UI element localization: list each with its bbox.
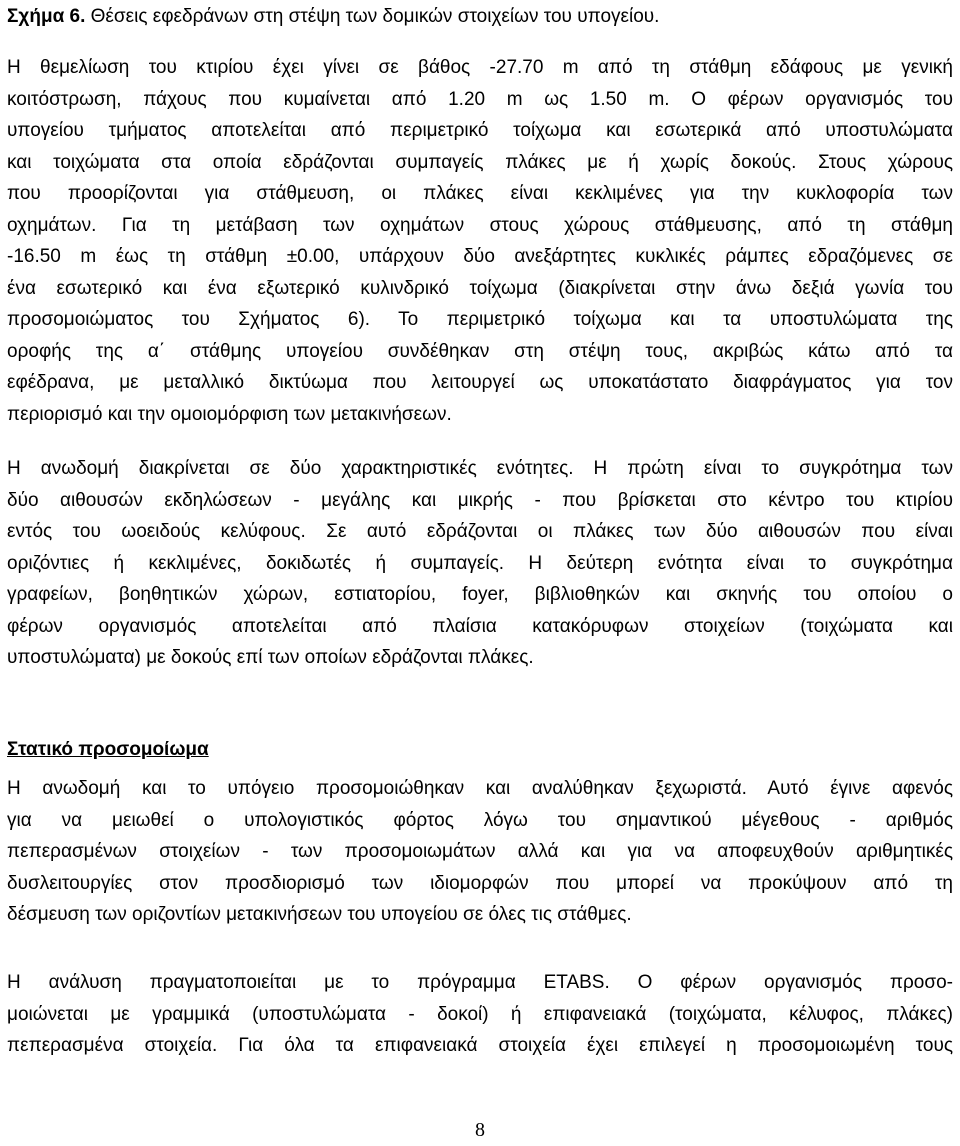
paragraph-line: εφέδρανα, με μεταλλικό δικτύωμα που λειτουργεί ως υποκατάστατο διαφράγματος για τον — [7, 372, 953, 393]
paragraph-superstructure — [7, 453, 953, 674]
paragraph-line: οριζόντιες ή κεκλιμένες, δοκιδωτές ή συμπαγείς. Η δεύτερη ενότητα είναι το συγκρότημα — [7, 552, 953, 574]
paragraph-line: υπογείου τμήματος αποτελείται από περιμετρικό τοίχωμα και εσωτερικά από υποστυλώματα — [7, 120, 953, 141]
paragraph-line: Η ανωδομή διακρίνεται σε δύο χαρακτηριστικές ενότητες. Η πρώτη είναι το συγκρότημα των — [7, 458, 953, 479]
page-number: 8 — [475, 1119, 485, 1141]
figure-caption — [7, 4, 659, 30]
paragraph-line: κοιτόστρωση, πάχους που κυμαίνεται από 1.20 m ως 1.50 m. Ο φέρων οργανισμός του — [7, 88, 953, 110]
paragraph-line: και τοιχώματα στα οποία εδράζονται συμπαγείς πλάκες με ή χωρίς δοκούς. Στους χώρους — [7, 151, 953, 173]
figure-caption-label: Σχήμα 6. — [7, 6, 86, 27]
paragraph-line: περιορισμό και την ομοιομόρφιση των μετακινήσεων. — [7, 403, 452, 425]
paragraph-line: δέσμευση των οριζοντίων μετακινήσεων του υπογείου σε όλες τις στάθμες. — [7, 904, 632, 925]
paragraph-line: γραφείων, βοηθητικών χώρων, εστιατορίου, foyer, βιβλιοθηκών και σκηνής του οποίου ο — [7, 584, 953, 605]
paragraph-analysis — [7, 967, 953, 1062]
paragraph-line: πεπερασμένων στοιχείων - των προσομοιωμάτων αλλά και για να αποφευχθούν αριθμητικές — [7, 841, 953, 862]
paragraph-line: πεπερασμένα στοιχεία. Για όλα τα επιφανειακά στοιχεία έχει επιλεγεί η προσομοιωμένη τους — [7, 1035, 953, 1056]
paragraph-line: Η θεμελίωση του κτιρίου έχει γίνει σε βάθος -27.70 m από τη στάθμη εδάφους με γενική — [7, 57, 953, 78]
paragraph-line: μοιώνεται με γραμμικά (υποστυλώματα - δοκοί) ή επιφανειακά (τοιχώματα, κέλυφος, πλάκες) — [7, 1003, 953, 1025]
paragraph-line: υποστυλώματα) με δοκούς επί των οποίων εδράζονται πλάκες. — [7, 647, 534, 668]
paragraph-line: οροφής της α΄ στάθμης υπογείου συνδέθηκαν στη στέψη τους, ακριβώς κάτω από τα — [7, 340, 953, 362]
section-heading: Στατικό προσομοίωμα — [7, 739, 209, 760]
paragraph-line: εντός του ωοειδούς κελύφους. Σε αυτό εδράζονται οι πλάκες των δύο αιθουσών που είναι — [7, 521, 953, 542]
figure-caption-text: Θέσεις εφεδράνων στη στέψη των δομικών στοιχείων του υπογείου. — [85, 6, 660, 27]
paragraph-line: φέρων οργανισμός αποτελείται από πλαίσια κατακόρυφων στοιχείων (τοιχώματα και — [7, 615, 953, 637]
paragraph-line: δυσλειτουργίες στον προσδιορισμό των ιδιομορφών που μπορεί να προκύψουν από τη — [7, 872, 953, 894]
paragraph-line: οχημάτων. Για τη μετάβαση των οχημάτων στους χώρους στάθμευσης, από τη στάθμη — [7, 214, 953, 236]
paragraph-line: ένα εσωτερικό και ένα εξωτερικό κυλινδρικό τοίχωμα (διακρίνεται στην άνω δεξιά γωνία του — [7, 277, 953, 299]
paragraph-line: προσομοιώματος του Σχήματος 6). Το περιμετρικό τοίχωμα και τα υποστυλώματα της — [7, 309, 953, 330]
paragraph-line: για να μειωθεί ο υπολογιστικός φόρτος λόγω του σημαντικού μέγεθους - αριθμός — [7, 809, 953, 831]
paragraph-line: -16.50 m έως τη στάθμη ±0.00, υπάρχουν δύο ανεξάρτητες κυκλικές ράμπες εδραζόμενες σε — [7, 246, 953, 267]
paragraph-modelling — [7, 773, 953, 931]
paragraph-line: Η ανωδομή και το υπόγειο προσομοιώθηκαν και αναλύθηκαν ξεχωριστά. Αυτό έγινε αφενός — [7, 778, 953, 799]
paragraph-line: που προορίζονται για στάθμευση, οι πλάκες είναι κεκλιμένες για την κυκλοφορία των — [7, 183, 953, 204]
paragraph-line: δύο αιθουσών εκδηλώσεων - μεγάλης και μικρής - που βρίσκεται στο κέντρο του κτιρίου — [7, 489, 953, 511]
paragraph-foundation — [7, 52, 953, 430]
paragraph-line: Η ανάλυση πραγματοποιείται με το πρόγραμμα ETABS. Ο φέρων οργανισμός προσο- — [7, 972, 953, 993]
